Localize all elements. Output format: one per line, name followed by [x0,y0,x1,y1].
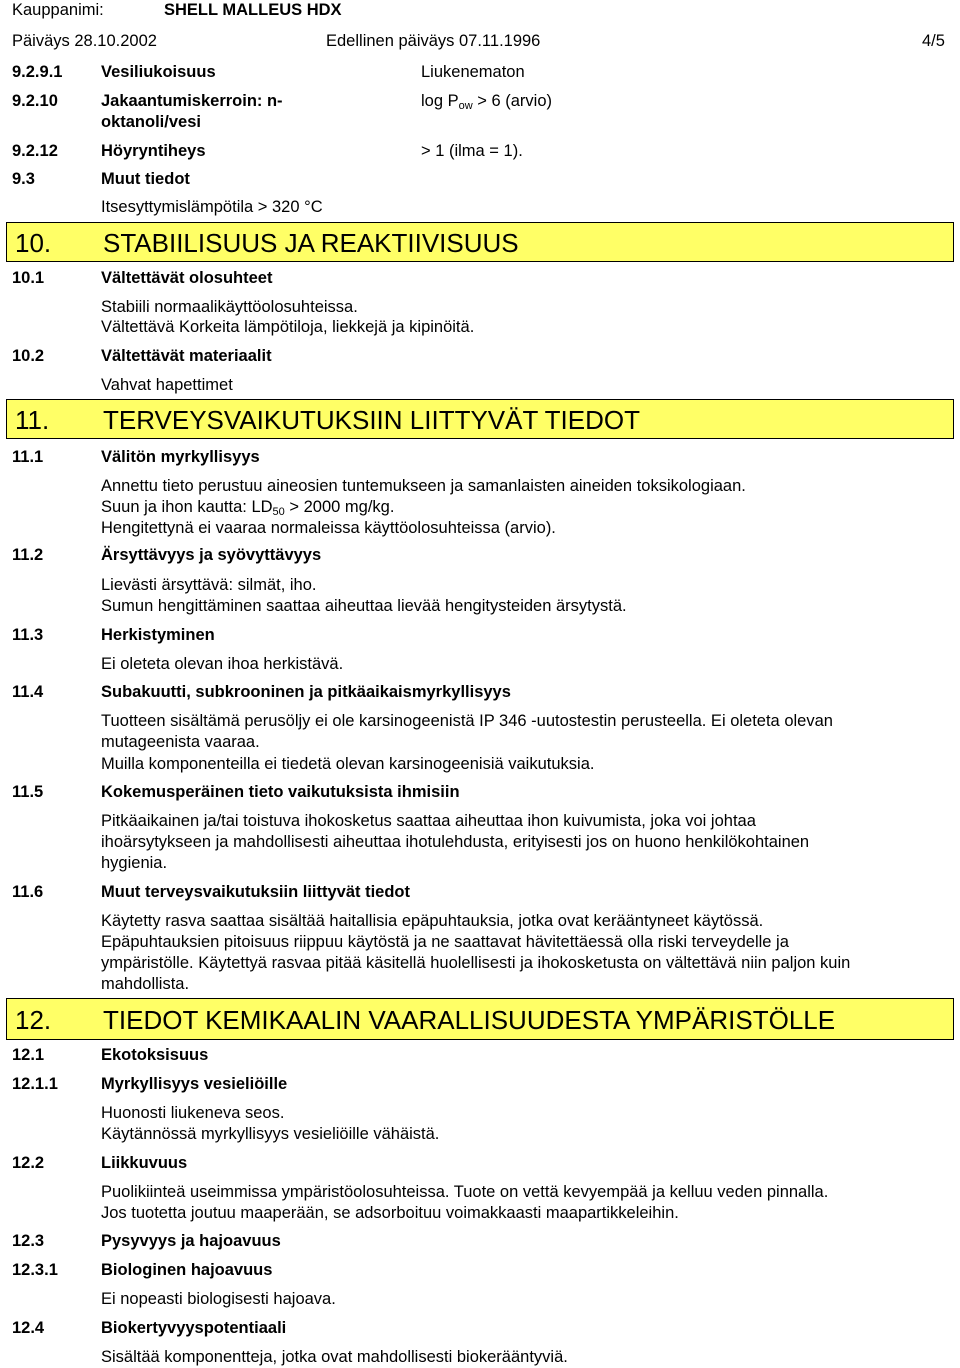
paragraph-line: Käytännössä myrkyllisyys vesieliöille vähäistä. [101,1125,440,1143]
paragraph-line: ihoärsytykseen ja mahdollisesti aiheuttaa ihotulehdusta, erityisesti jos on huono henkilökohtainen [101,833,810,851]
paragraph-line: Puolikiinteä useimmissa ympäristöolosuhteissa. Tuote on vettä kevyempää ja kelluu veden pinnalla. [101,1183,829,1201]
section-title: TERVEYSVAIKUTUKSIIN LIITTYVÄT TIEDOT [103,405,640,435]
subsection-number: 12.1 [12,1046,45,1064]
item-number: 9.2.10 [12,92,58,110]
section-number: 11. [15,405,50,435]
subsection-number: 11.3 [12,626,44,644]
subsection-title: Biokertyvyyspotentiaali [101,1319,287,1337]
subsection-number: 10.1 [12,269,45,287]
text-run: > 2000 mg/kg. [284,498,395,516]
item-value [421,91,552,112]
value-text: > 6 (arvio) [472,92,552,110]
paragraph-line: Hengitettynä ei vaaraa normaleissa käyttöolosuhteissa (arvio). [101,519,556,537]
paragraph-line: Stabiili normaalikäyttöolosuhteissa. [101,298,358,316]
paragraph-line: Pitkäaikainen ja/tai toistuva ihokosketus saattaa aiheuttaa ihon kuivumista, joka voi johtaa [101,812,756,830]
section-title: TIEDOT KEMIKAALIN VAARALLISUUDESTA YMPÄRISTÖLLE [103,1005,836,1035]
subsection-title: Välitön myrkyllisyys [101,448,260,466]
trade-name: SHELL MALLEUS HDX [164,1,342,19]
subsection-title: Kokemusperäinen tieto vaikutuksista ihmisiin [101,783,460,801]
paragraph-line: Käytetty rasva saattaa sisältää haitallisia epäpuhtauksia, jotka ovat kerääntyneet käytössä. [101,912,764,930]
paragraph-line: Vahvat hapettimet [101,376,233,394]
page-number: 4/5 [922,32,945,50]
item-label: Muut tiedot [101,170,190,188]
item-value: Liukenematon [421,63,525,81]
paragraph-line: Huonosti liukeneva seos. [101,1104,285,1122]
paragraph-line: Lievästi ärsyttävä: silmät, iho. [101,576,317,594]
paragraph-line: Tuotteen sisältämä perusöljy ei ole karsinogeenistä IP 346 -uutostestin perusteella. Ei oleteta olevan [101,712,833,730]
subsection-title: Vältettävät olosuhteet [101,269,273,287]
paragraph-line: Epäpuhtauksien pitoisuus riippuu käytöstä ja ne saattavat hävitettäessä olla riski terveydelle ja [101,933,789,951]
subsection-title: Ekotoksisuus [101,1046,209,1064]
paragraph-line: Itsesyttymislämpötila > 320 °C [101,198,323,216]
subsection-number: 11.2 [12,546,44,564]
item-label: Vesiliukoisuus [101,63,216,81]
subsection-title: Liikkuvuus [101,1154,188,1172]
subsection-title: Muut terveysvaikutuksiin liittyvät tiedot [101,883,410,901]
paragraph-line: Ei nopeasti biologisesti hajoava. [101,1290,336,1308]
section-banner [6,399,954,439]
subsection-title: Herkistyminen [101,626,215,644]
item-number: 9.2.9.1 [12,63,63,81]
item-label: Jakaantumiskerroin: n- [101,92,283,110]
paragraph-line: mahdollista. [101,975,190,993]
subsection-number: 12.3.1 [12,1261,58,1279]
paragraph-line: Sisältää komponentteja, jotka ovat mahdollisesti biokerääntyviä. [101,1348,568,1366]
section-banner [6,222,954,262]
paragraph-line: Jos tuotetta joutuu maaperään, se adsorboituu voimakkaasti maapartikkeleihin. [101,1204,679,1222]
date: Päiväys 28.10.2002 [12,32,157,50]
section-number: 10. [15,228,52,258]
paragraph-line: mutageenista vaaraa. [101,733,260,751]
subsection-title: Myrkyllisyys vesieliöille [101,1075,288,1093]
item-label: oktanoli/vesi [101,113,201,131]
trade-name-label: Kauppanimi: [12,1,104,19]
previous-date: Edellinen päiväys 07.11.1996 [326,32,541,50]
item-number: 9.3 [12,170,35,188]
paragraph-line: Vältettävä Korkeita lämpötiloja, liekkejä ja kipinöitä. [101,318,475,336]
section-number: 12. [15,1005,52,1035]
subsection-number: 11.4 [12,683,44,701]
item-number: 9.2.12 [12,142,58,160]
value-subscript: ow [458,100,473,112]
paragraph-line: hygienia. [101,854,168,872]
paragraph-line [101,497,394,518]
subsection-title: Pysyvyys ja hajoavuus [101,1232,281,1250]
paragraph-line: Muilla komponenteilla ei tiedetä olevan karsinogeenisiä vaikutuksia. [101,755,595,773]
subsection-number: 12.4 [12,1319,45,1337]
subsection-number: 12.3 [12,1232,45,1250]
subsection-number: 11.1 [12,448,44,466]
section-banner [6,998,954,1040]
text-subscript: 50 [272,506,285,518]
subsection-number: 12.2 [12,1154,45,1172]
subsection-title: Ärsyttävyys ja syövyttävyys [101,546,322,564]
subsection-title: Subakuutti, subkrooninen ja pitkäaikaismyrkyllisyys [101,683,511,701]
subsection-number: 10.2 [12,347,45,365]
subsection-number: 12.1.1 [12,1075,58,1093]
paragraph-line: Annettu tieto perustuu aineosien tuntemukseen ja samanlaisten aineiden toksikologiaan. [101,477,746,495]
subsection-number: 11.6 [12,883,44,901]
paragraph-line: ympäristölle. Käytettyä rasvaa pitää käsitellä huolellisesti ja ihokosketusta on vältettävä niin paljon kuin [101,954,851,972]
subsection-title: Biologinen hajoavuus [101,1261,273,1279]
paragraph-line: Sumun hengittäminen saattaa aiheuttaa lievää hengitysteiden ärsytystä. [101,597,627,615]
paragraph-line: Ei oleteta olevan ihoa herkistävä. [101,655,344,673]
text-run: Suun ja ihon kautta: LD [101,498,273,516]
item-label: Höyryntiheys [101,142,206,160]
item-value: > 1 (ilma = 1). [421,142,523,160]
value-text: log P [421,92,459,110]
section-title: STABIILISUUS JA REAKTIIVISUUS [103,228,519,258]
subsection-title: Vältettävät materiaalit [101,347,272,365]
subsection-number: 11.5 [12,783,44,801]
